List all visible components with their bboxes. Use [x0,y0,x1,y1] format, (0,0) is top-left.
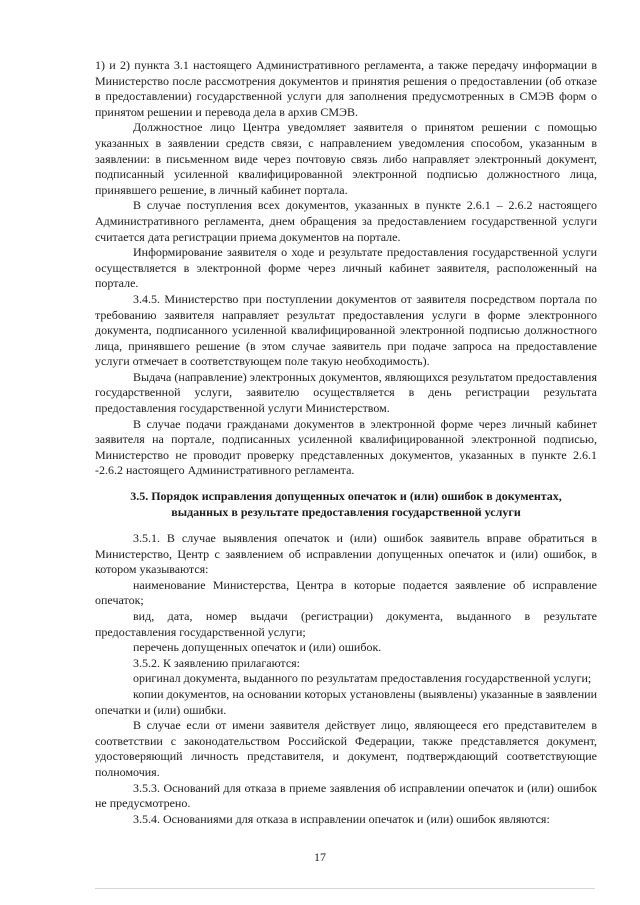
paragraph: 3.5.1. В случае выявления опечаток и (или) ошибок заявитель вправе обратиться в Министерство, Центр с заявлением об исправлении допущенных опечаток и (или) ошибок, в котором указываются: [95,531,597,577]
divider [95,888,595,889]
paragraph: перечень допущенных опечаток и (или) ошибок. [133,640,382,655]
paragraph: 3.4.5. Министерство при поступлении документов от заявителя посредством портала по требованию заявителя направляет результат предоставления услуги в форме электронного документа, подписанного усиленной квалифицированной электронной подписью должностного лица, принявшего решение (в этом случае заявитель при подаче запроса на предоставление услуги отмечает в соответствующем поле такую необходимость). [95,291,597,369]
paragraph: Должностное лицо Центра уведомляет заявителя о принятом решении с помощью указанных в заявлении средств связи, с направлением уведомления способом, указанным в заявлении: в письменном виде через почтовую связь либо направляет электронный документ, подписанный усиленной квалифицированной электронной подписью должностного лица, принявшего решение, в личный кабинет портала. [95,120,597,197]
paragraph: Информирование заявителя о ходе и результате предоставления государственной услуги осуществляется в электронной форме через личный кабинет заявителя, расположенный на портале. [95,245,597,291]
paragraph: В случае поступления всех документов, указанных в пункте 2.6.1 – 2.6.2 настоящего Административного регламента, днем обращения за предоставлением государственной услуги считается дата регистрации приема документов на портале. [95,198,597,244]
paragraph: В случае подачи гражданами документов в электронной форме через личный кабинет заявителя на портале, подписанных усиленной квалифицированной электронной подписью, Министерство не проводит проверку представленных документов, указанных в пункте 2.6.1 -2.6.2 настоящего Административного регламента. [95,416,597,478]
paragraph: 1) и 2) пункта 3.1 настоящего Административного регламента, а также передачу информации в Министерство после рассмотрения документов и принятия решения о предоставлении (об отказе в предоставлении) государственной услуги для заполнения предусмотренных в СМЭВ форм о принятом решении и перевода дела в архив СМЭВ. [95,58,597,119]
section-heading: 3.5. Порядок исправления допущенных опечаток и (или) ошибок в документах, выданных в результате предоставления государственной услуги [130,489,562,520]
paragraph: оригинал документа, выданного по результатам предоставления государственной услуги; [133,671,592,686]
paragraph: вид, дата, номер выдачи (регистрации) документа, выданного в результате предоставления государственной услуги; [95,609,597,639]
paragraph: 3.5.2. К заявлению прилагаются: [133,655,301,670]
page-number: 17 [314,850,326,864]
paragraph: 3.5.3. Оснований для отказа в приеме заявления об исправлении опечаток и (или) ошибок не предусмотрено. [95,780,597,811]
paragraph: 3.5.4. Основаниями для отказа в исправлении опечаток и (или) ошибок являются: [133,811,550,826]
paragraph: наименование Министерства, Центра в которые подается заявление об исправление опечаток; [95,577,597,608]
document-body [95,58,597,827]
paragraph: Выдача (направление) электронных документов, являющихся результатом предоставления государственной услуги, заявителю осуществляется в день регистрации результата предоставления государственной услуги Министерством. [95,369,597,416]
paragraph: копии документов, на основании которых установлены (выявлены) указанные в заявлении опечатки и (или) ошибки. [95,686,597,717]
paragraph: В случае если от имени заявителя действует лицо, являющееся его представителем в соответствии с законодательством Российской Федерации, также представляется документ, удостоверяющий личность представителя, и документ, подтверждающий соответствующие полномочия. [95,718,597,779]
